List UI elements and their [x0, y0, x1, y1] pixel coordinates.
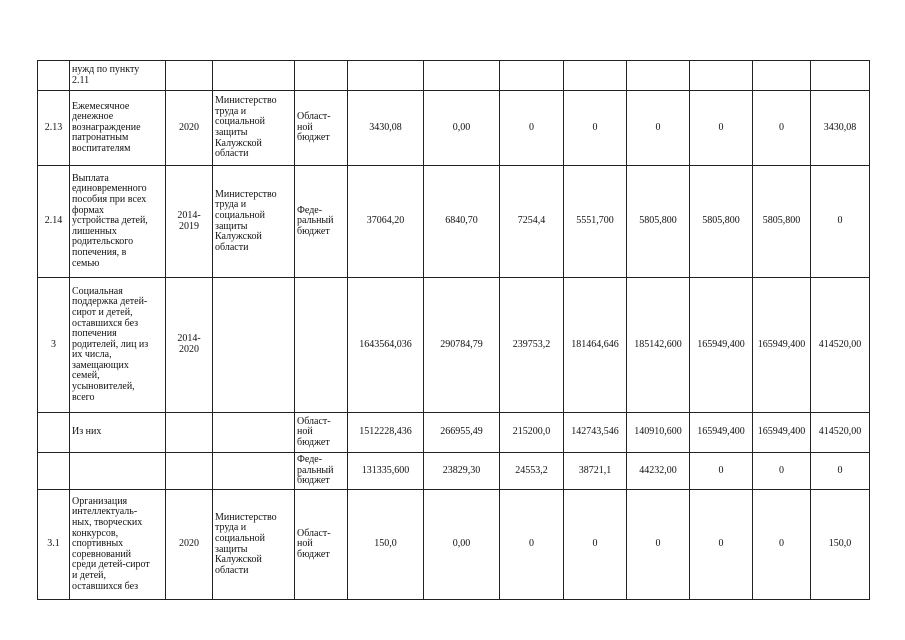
value-col-2 — [424, 61, 500, 91]
row-executor: Министерство труда и социальной защиты Калужской области — [213, 490, 295, 600]
row-executor — [213, 278, 295, 413]
value-total: 1643564,036 — [348, 278, 424, 413]
row-number: 3 — [38, 278, 70, 413]
row-source: Феде- ральный бюджет — [295, 166, 348, 278]
table-row — [38, 166, 870, 278]
value-col-3 — [500, 61, 564, 91]
row-name: Выплата единовременного пособия при всех формах устройства детей, лишенных родительского попечения, в семью — [70, 166, 166, 278]
value-col-3: 0 — [500, 91, 564, 166]
value-col-4: 5551,700 — [564, 166, 627, 278]
value-col-5: 140910,600 — [627, 413, 690, 453]
value-col-5: 0 — [627, 91, 690, 166]
value-col-5: 5805,800 — [627, 166, 690, 278]
value-col-5: 0 — [627, 490, 690, 600]
value-col-4: 38721,1 — [564, 453, 627, 490]
value-col-3: 7254,4 — [500, 166, 564, 278]
table-row — [38, 453, 870, 490]
row-name: Социальная поддержка детей- сирот и детей, оставшихся без попечения родителей, лиц из их числа, замещающих семей, усыновителей, всего — [70, 278, 166, 413]
row-year — [166, 61, 213, 91]
table-row — [38, 61, 870, 91]
value-total: 150,0 — [348, 490, 424, 600]
value-col-2: 23829,30 — [424, 453, 500, 490]
value-col-3: 0 — [500, 490, 564, 600]
row-name — [70, 453, 166, 490]
row-year — [166, 453, 213, 490]
value-col-6 — [690, 61, 753, 91]
value-col-8 — [811, 61, 870, 91]
value-col-2: 0,00 — [424, 91, 500, 166]
table-row — [38, 91, 870, 166]
row-year: 2020 — [166, 91, 213, 166]
row-name: нужд по пункту 2.11 — [70, 61, 166, 91]
row-name: Из них — [70, 413, 166, 453]
row-number: 3.1 — [38, 490, 70, 600]
value-col-4 — [564, 61, 627, 91]
row-executor — [213, 453, 295, 490]
value-col-8: 150,0 — [811, 490, 870, 600]
row-number — [38, 61, 70, 91]
value-total: 1512228,436 — [348, 413, 424, 453]
value-col-4: 0 — [564, 91, 627, 166]
value-col-8: 414520,00 — [811, 278, 870, 413]
row-source — [295, 61, 348, 91]
value-col-2: 6840,70 — [424, 166, 500, 278]
row-source: Област- ной бюджет — [295, 413, 348, 453]
value-col-7: 165949,400 — [753, 413, 811, 453]
value-col-7: 5805,800 — [753, 166, 811, 278]
table-row — [38, 490, 870, 600]
value-col-2: 0,00 — [424, 490, 500, 600]
value-col-5 — [627, 61, 690, 91]
row-number: 2.13 — [38, 91, 70, 166]
value-col-5: 185142,600 — [627, 278, 690, 413]
value-col-7: 0 — [753, 490, 811, 600]
row-number: 2.14 — [38, 166, 70, 278]
value-col-4: 142743,546 — [564, 413, 627, 453]
row-source: Област- ной бюджет — [295, 91, 348, 166]
row-executor: Министерство труда и социальной защиты Калужской области — [213, 91, 295, 166]
row-number — [38, 413, 70, 453]
value-col-8: 3430,08 — [811, 91, 870, 166]
row-executor: Министерство труда и социальной защиты Калужской области — [213, 166, 295, 278]
value-total: 3430,08 — [348, 91, 424, 166]
value-col-4: 181464,646 — [564, 278, 627, 413]
value-col-8: 414520,00 — [811, 413, 870, 453]
table-row — [38, 413, 870, 453]
row-year: 2020 — [166, 490, 213, 600]
value-col-6: 0 — [690, 453, 753, 490]
value-total — [348, 61, 424, 91]
value-col-7: 0 — [753, 91, 811, 166]
value-col-2: 290784,79 — [424, 278, 500, 413]
row-year: 2014- 2020 — [166, 278, 213, 413]
row-name: Ежемесячное денежное вознаграждение патронатным воспитателям — [70, 91, 166, 166]
value-col-3: 215200,0 — [500, 413, 564, 453]
value-col-3: 239753,2 — [500, 278, 564, 413]
value-total: 131335,600 — [348, 453, 424, 490]
value-col-4: 0 — [564, 490, 627, 600]
row-name: Организация интеллектуаль- ных, творческих конкурсов, спортивных соревнований среди детей-сирот и детей, оставшихся без — [70, 490, 166, 600]
value-col-6: 0 — [690, 490, 753, 600]
value-col-7: 165949,400 — [753, 278, 811, 413]
value-col-6: 5805,800 — [690, 166, 753, 278]
row-source: Област- ной бюджет — [295, 490, 348, 600]
value-col-3: 24553,2 — [500, 453, 564, 490]
row-year — [166, 413, 213, 453]
value-col-6: 165949,400 — [690, 413, 753, 453]
value-col-8: 0 — [811, 453, 870, 490]
row-executor — [213, 413, 295, 453]
value-col-6: 0 — [690, 91, 753, 166]
row-executor — [213, 61, 295, 91]
row-source — [295, 278, 348, 413]
value-col-7 — [753, 61, 811, 91]
value-col-7: 0 — [753, 453, 811, 490]
value-col-2: 266955,49 — [424, 413, 500, 453]
row-number — [38, 453, 70, 490]
table-row — [38, 278, 870, 413]
value-col-8: 0 — [811, 166, 870, 278]
value-col-6: 165949,400 — [690, 278, 753, 413]
row-source: Феде- ральный бюджет — [295, 453, 348, 490]
value-col-5: 44232,00 — [627, 453, 690, 490]
budget-table — [37, 60, 870, 600]
value-total: 37064,20 — [348, 166, 424, 278]
row-year: 2014- 2019 — [166, 166, 213, 278]
